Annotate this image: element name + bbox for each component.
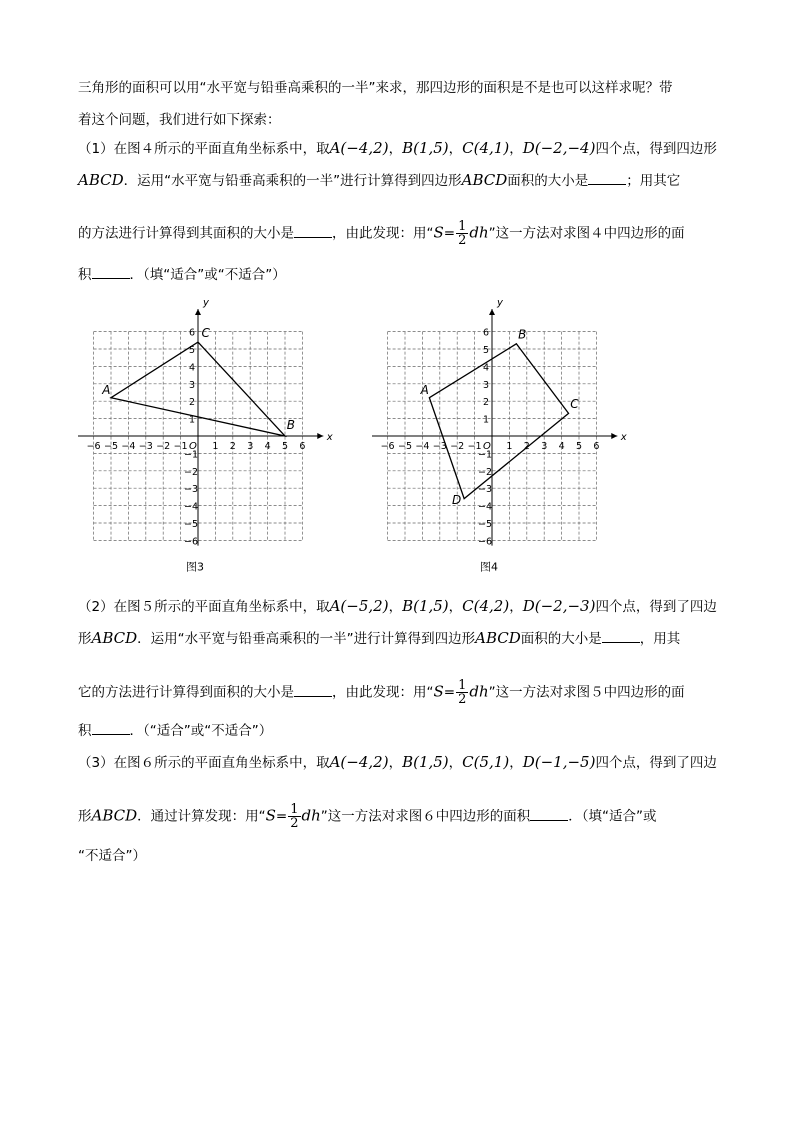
- figure-4-graph: [372, 296, 642, 581]
- x-tick-label: 1: [212, 441, 219, 452]
- origin-label: O: [189, 441, 197, 452]
- x-tick-label: −4: [121, 441, 136, 452]
- y-tick-label: −4: [478, 501, 493, 513]
- vertex-label-C: C: [570, 397, 579, 412]
- y-axis-arrow: [489, 309, 495, 315]
- y-tick-label: −1: [184, 449, 199, 461]
- x-tick-label: 3: [541, 441, 548, 452]
- y-tick-label: −6: [184, 536, 199, 548]
- vertex-label-B: B: [286, 418, 295, 433]
- vertex-label-A: A: [420, 383, 429, 398]
- x-axis-label: x: [620, 432, 627, 443]
- fraction-half: $\frac{1}{2}$: [458, 678, 467, 707]
- x-tick-label: −3: [432, 441, 447, 452]
- y-tick-label: 3: [483, 379, 490, 391]
- figure-caption: 图4: [480, 560, 498, 574]
- y-tick-label: −3: [184, 484, 199, 496]
- y-tick-label: 4: [483, 362, 490, 374]
- fraction-half: $\frac{1}{2}$: [290, 802, 299, 831]
- q1-line-1: （1）在图４所示的平面直角坐标系中，取A(−4,2)，B(1,5)，C(4,1)，D(−2,−4)四个点，得到四边形: [78, 139, 717, 157]
- y-axis-label: y: [203, 297, 209, 309]
- x-tick-label: −6: [380, 441, 395, 452]
- y-tick-label: 6: [483, 327, 490, 339]
- y-tick-label: 6: [189, 327, 196, 339]
- q2-answer-blank-1[interactable]: [602, 628, 640, 643]
- figure-3: [78, 296, 348, 585]
- vertex-label-B: B: [518, 327, 527, 342]
- x-tick-label: 5: [576, 441, 583, 452]
- y-tick-label: −2: [478, 466, 493, 478]
- y-tick-label: 3: [189, 379, 196, 391]
- q2-line-3: 它的方法进行计算得到面积的大小是 ，由此发现：用“S= $\frac{1}{2}$ dh”这一方法对求图５中四边形的面: [78, 678, 685, 707]
- y-tick-label: −3: [478, 484, 493, 496]
- x-tick-label: −2: [156, 441, 171, 452]
- q3-answer-blank-1[interactable]: [530, 806, 568, 821]
- x-tick-label: −1: [467, 441, 482, 452]
- x-tick-label: 4: [558, 441, 565, 452]
- q1-answer-blank-1[interactable]: [588, 170, 626, 185]
- q1-line-2: ABCD．运用“水平宽与铅垂高乘积的一半”进行计算得到四边形ABCD面积的大小是 ；用其它: [78, 171, 681, 189]
- y-tick-label: 5: [189, 345, 196, 356]
- x-tick-label: −5: [398, 441, 413, 452]
- vertex-label-D: D: [451, 492, 462, 507]
- x-tick-label: 6: [299, 441, 306, 452]
- x-tick-label: −3: [138, 441, 153, 452]
- q3-line-1: （3）在图６所示的平面直角坐标系中，取A(−4,2)，B(1,5)，C(5,1)，D(−1,−5)四个点，得到了四边: [78, 753, 717, 771]
- x-tick-label: 4: [264, 441, 271, 452]
- y-tick-label: 5: [483, 345, 490, 356]
- intro-line-2: 着这个问题，我们进行如下探索：: [78, 112, 281, 128]
- figure-3-graph: [78, 296, 348, 581]
- x-axis-arrow: [611, 433, 617, 439]
- y-tick-label: 1: [483, 414, 490, 426]
- q3-line-2: 形ABCD．通过计算发现：用“S= $\frac{1}{2}$ dh”这一方法对求图６中四边形的面积 ．（填“适合”或: [78, 802, 657, 831]
- y-axis-label: y: [497, 297, 503, 309]
- y-tick-label: −2: [184, 466, 199, 478]
- x-tick-label: −1: [173, 441, 188, 452]
- q2-answer-blank-2[interactable]: [294, 682, 332, 697]
- y-tick-label: 4: [189, 362, 196, 374]
- x-tick-label: −5: [104, 441, 119, 452]
- figure-caption: 图3: [186, 560, 204, 574]
- y-tick-label: 2: [483, 397, 490, 409]
- y-axis-arrow: [195, 309, 201, 315]
- y-tick-label: −4: [184, 501, 199, 513]
- q1-line-4: 积 ．（填“适合”或“不适合”）: [78, 264, 286, 285]
- x-tick-label: −2: [450, 441, 465, 452]
- y-tick-label: −5: [184, 519, 199, 530]
- y-tick-label: 1: [189, 414, 196, 426]
- q2-line-2: 形ABCD．运用“水平宽与铅垂高乘积的一半”进行计算得到四边形ABCD面积的大小是 ，用其: [78, 629, 681, 647]
- fraction-half: $\frac{1}{2}$: [458, 219, 467, 248]
- x-tick-label: −4: [415, 441, 430, 452]
- x-axis-label: x: [326, 432, 333, 443]
- x-tick-label: 5: [282, 441, 289, 452]
- q1-answer-blank-3[interactable]: [92, 264, 130, 279]
- q2-answer-blank-3[interactable]: [92, 720, 130, 735]
- y-tick-label: 2: [189, 397, 196, 409]
- x-tick-label: 1: [506, 441, 513, 452]
- vertex-label-A: A: [102, 383, 111, 398]
- origin-label: O: [483, 441, 491, 452]
- x-tick-label: 3: [247, 441, 254, 452]
- polygon-shape: [429, 344, 568, 499]
- x-tick-label: −6: [86, 441, 101, 452]
- q3-line-3: “不适合”）: [78, 848, 146, 864]
- q2-line-1: （2）在图５所示的平面直角坐标系中，取A(−5,2)，B(1,5)，C(4,2)，D(−2,−3)四个点，得到了四边: [78, 597, 717, 615]
- intro-line-1: 三角形的面积可以用“水平宽与铅垂高乘积的一半”来求，那四边形的面积是不是也可以这样求呢？带: [78, 80, 673, 96]
- x-axis-arrow: [317, 433, 323, 439]
- x-tick-label: 2: [229, 441, 236, 452]
- vertex-label-C: C: [201, 325, 210, 340]
- figure-4: [372, 296, 642, 585]
- y-tick-label: −1: [478, 449, 493, 461]
- q1-line-3: 的方法进行计算得到其面积的大小是 ，由此发现：用“S= $\frac{1}{2}$ dh”这一方法对求图４中四边形的面: [78, 219, 685, 248]
- y-tick-label: −6: [478, 536, 493, 548]
- q1-answer-blank-2[interactable]: [294, 223, 332, 238]
- x-tick-label: 2: [523, 441, 530, 452]
- q2-line-4: 积 ．（“适合”或“不适合”）: [78, 720, 272, 741]
- y-tick-label: −5: [478, 519, 493, 530]
- x-tick-label: 6: [593, 441, 600, 452]
